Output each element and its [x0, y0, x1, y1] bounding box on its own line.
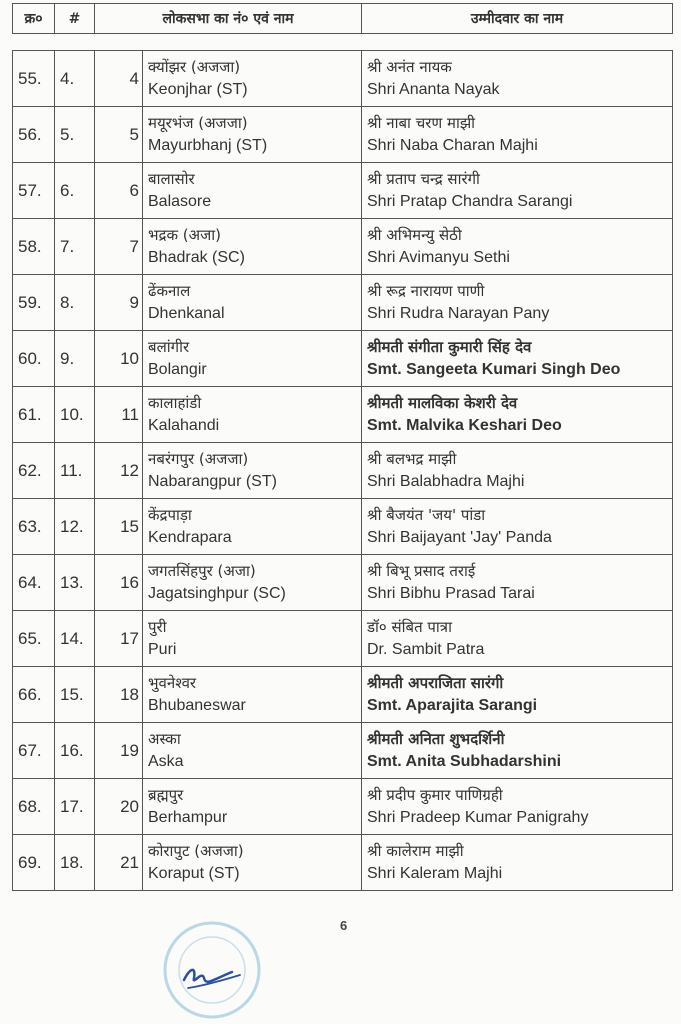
constituency-name-hindi: अस्का: [148, 730, 181, 748]
candidate-name-hindi: श्री बैजयंत 'जय' पांडा: [367, 506, 486, 524]
constituency-number-cell: [95, 107, 143, 163]
index-number: 8.: [60, 292, 75, 312]
index-cell: [55, 331, 95, 387]
constituency-number: 16: [120, 572, 139, 592]
index-number: 5.: [60, 124, 75, 144]
candidate-cell: [362, 499, 673, 555]
candidate-cell: [362, 331, 673, 387]
constituency-number: 12: [120, 460, 139, 480]
constituency-name-english: Aska: [148, 753, 184, 770]
candidate-cell: [362, 107, 673, 163]
constituency-name-hindi: मयूरभंज (अजजा): [148, 114, 248, 132]
constituency-cell: [143, 779, 362, 835]
constituency-name-english: Mayurbhanj (ST): [148, 137, 268, 154]
index-number: 6.: [60, 180, 75, 200]
header-table: [12, 3, 673, 34]
candidate-cell: [362, 275, 673, 331]
constituency-name-english: Balasore: [148, 193, 212, 210]
index-number: 17.: [60, 796, 84, 816]
signature-flourish: [188, 975, 240, 988]
constituency-number: 11: [121, 404, 139, 424]
constituency-name-hindi: क्योंझर (अजजा): [148, 58, 241, 76]
serial-cell: [13, 667, 55, 723]
party-seal-signature: [162, 920, 262, 1020]
constituency-cell: [143, 723, 362, 779]
serial-cell: [13, 723, 55, 779]
constituency-name-english: Jagatsinghpur (SC): [148, 585, 286, 602]
constituency-name-hindi: ब्रह्मपुर: [148, 786, 184, 804]
index-number: 11.: [60, 460, 83, 480]
candidate-name-english: Shri Avimanyu Sethi: [367, 249, 510, 266]
constituency-name-english: Bhubaneswar: [148, 697, 246, 714]
serial-cell: [13, 499, 55, 555]
serial-number: 55.: [18, 68, 42, 88]
constituency-name-hindi: कोरापुट (अजजा): [148, 842, 244, 860]
constituency-name-hindi: कालाहांडी: [148, 394, 202, 412]
constituency-number-cell: [95, 499, 143, 555]
index-cell: [55, 499, 95, 555]
header-candidate: उम्मीदवार का नाम: [362, 4, 673, 34]
constituency-number-cell: [95, 835, 143, 891]
serial-cell: [13, 611, 55, 667]
candidate-name-english: Smt. Sangeeta Kumari Singh Deo: [367, 361, 621, 378]
constituency-number: 7: [129, 236, 139, 256]
header-constituency: लोकसभा का नं० एवं नाम: [95, 4, 362, 34]
constituency-number-cell: [95, 779, 143, 835]
constituency-name-hindi: पुरी: [148, 618, 167, 636]
constituency-cell: [143, 499, 362, 555]
candidate-name-english: Shri Balabhadra Majhi: [367, 473, 525, 490]
index-cell: [55, 779, 95, 835]
index-cell: [55, 555, 95, 611]
index-number: 15.: [60, 684, 84, 704]
index-number: 7.: [60, 236, 75, 256]
serial-cell: [13, 555, 55, 611]
constituency-number-cell: [95, 443, 143, 499]
constituency-name-english: Dhenkanal: [148, 305, 225, 322]
constituency-cell: [143, 331, 362, 387]
seal-inner-ring: [179, 937, 245, 1003]
index-number: 10.: [60, 404, 84, 424]
constituency-name-english: Berhampur: [148, 809, 228, 826]
candidate-name-hindi: श्री अभिमन्यु सेठी: [367, 226, 462, 244]
candidate-cell: [362, 555, 673, 611]
constituency-number: 17: [120, 628, 139, 648]
table-row: [13, 331, 673, 387]
constituency-cell: [143, 611, 362, 667]
candidate-name-english: Shri Rudra Narayan Pany: [367, 305, 550, 322]
index-number: 9.: [60, 348, 75, 368]
candidate-name-hindi: श्री अनंत नायक: [367, 58, 452, 76]
constituency-number-cell: [95, 555, 143, 611]
table-row: [13, 443, 673, 499]
index-cell: [55, 275, 95, 331]
serial-number: 68.: [18, 796, 42, 816]
constituency-number-cell: [95, 667, 143, 723]
constituency-number-cell: [95, 51, 143, 107]
candidate-name-english: Shri Kaleram Majhi: [367, 865, 503, 882]
candidate-name-hindi: श्रीमती मालविका केशरी देव: [367, 394, 518, 412]
constituency-name-english: Nabarangpur (ST): [148, 473, 277, 490]
serial-number: 62.: [18, 460, 42, 480]
serial-number: 57.: [18, 180, 42, 200]
constituency-number: 10: [120, 348, 139, 368]
index-cell: [55, 723, 95, 779]
serial-number: 61.: [18, 404, 42, 424]
page-number: 6: [340, 918, 348, 933]
candidate-cell: [362, 723, 673, 779]
constituency-number-cell: [95, 723, 143, 779]
table-row: [13, 219, 673, 275]
candidate-cell: [362, 163, 673, 219]
table-row: [13, 835, 673, 891]
index-cell: [55, 611, 95, 667]
constituency-number: 18: [120, 684, 139, 704]
candidate-name-hindi: श्रीमती संगीता कुमारी सिंह देव: [367, 338, 532, 356]
candidate-name-english: Shri Bibhu Prasad Tarai: [367, 585, 535, 602]
index-cell: [55, 219, 95, 275]
constituency-number: 9: [129, 292, 139, 312]
table-row: [13, 555, 673, 611]
serial-cell: [13, 219, 55, 275]
candidate-name-hindi: श्रीमती अनिता शुभदर्शिनी: [367, 730, 505, 748]
candidate-name-hindi: श्री नाबा चरण माझी: [367, 114, 476, 132]
serial-cell: [13, 163, 55, 219]
index-number: 13.: [60, 572, 84, 592]
constituency-number: 6: [129, 180, 139, 200]
constituency-name-english: Bhadrak (SC): [148, 249, 245, 266]
constituency-cell: [143, 555, 362, 611]
constituency-number: 15: [120, 516, 139, 536]
constituency-name-english: Kalahandi: [148, 417, 220, 434]
constituency-number-cell: [95, 275, 143, 331]
constituency-name-english: Puri: [148, 641, 177, 658]
table-row: [13, 611, 673, 667]
serial-number: 65.: [18, 628, 42, 648]
index-cell: [55, 107, 95, 163]
candidate-cell: [362, 835, 673, 891]
constituency-name-hindi: जगतसिंहपुर (अजा): [148, 562, 256, 580]
constituency-number-cell: [95, 331, 143, 387]
serial-number: 66.: [18, 684, 42, 704]
header-row: [13, 4, 673, 34]
constituency-name-english: Keonjhar (ST): [148, 81, 248, 98]
constituency-number: 19: [120, 740, 139, 760]
index-number: 14.: [60, 628, 84, 648]
candidate-name-hindi: श्री कालेराम माझी: [367, 842, 464, 860]
constituency-name-hindi: ढेंकनाल: [148, 282, 191, 300]
serial-number: 69.: [18, 852, 42, 872]
candidate-name-english: Smt. Malvika Keshari Deo: [367, 417, 562, 434]
index-number: 16.: [60, 740, 84, 760]
candidate-name-english: Shri Naba Charan Majhi: [367, 137, 538, 154]
serial-number: 58.: [18, 236, 42, 256]
candidate-name-hindi: श्री बिभू प्रसाद तराई: [367, 562, 476, 580]
candidate-name-english: Shri Ananta Nayak: [367, 81, 500, 98]
serial-cell: [13, 331, 55, 387]
index-number: 18.: [60, 852, 84, 872]
candidate-name-english: Dr. Sambit Patra: [367, 641, 485, 658]
table-row: [13, 779, 673, 835]
table-row: [13, 499, 673, 555]
index-number: 12.: [60, 516, 84, 536]
table-row: [13, 723, 673, 779]
table-row: [13, 667, 673, 723]
constituency-cell: [143, 667, 362, 723]
candidate-name-english: Shri Baijayant 'Jay' Panda: [367, 529, 552, 546]
index-cell: [55, 835, 95, 891]
constituency-number-cell: [95, 163, 143, 219]
table-row: [13, 163, 673, 219]
candidate-cell: [362, 387, 673, 443]
header-hash: #: [55, 4, 95, 34]
serial-number: 60.: [18, 348, 42, 368]
index-cell: [55, 163, 95, 219]
constituency-cell: [143, 107, 362, 163]
candidate-name-english: Shri Pradeep Kumar Panigrahy: [367, 809, 589, 826]
candidate-cell: [362, 779, 673, 835]
constituency-name-english: Bolangir: [148, 361, 207, 378]
serial-cell: [13, 275, 55, 331]
candidate-name-hindi: श्री प्रताप चन्द्र सारंगी: [367, 170, 480, 188]
serial-number: 64.: [18, 572, 42, 592]
constituency-number-cell: [95, 219, 143, 275]
candidate-name-hindi: श्री बलभद्र माझी: [367, 450, 457, 468]
constituency-cell: [143, 51, 362, 107]
constituency-name-hindi: नबरंगपुर (अजजा): [148, 450, 249, 468]
serial-cell: [13, 779, 55, 835]
constituency-name-english: Kendrapara: [148, 529, 232, 546]
constituency-number-cell: [95, 387, 143, 443]
constituency-number: 4: [129, 68, 139, 88]
header-serial: क्र०: [13, 4, 55, 34]
serial-cell: [13, 107, 55, 163]
constituency-cell: [143, 219, 362, 275]
constituency-cell: [143, 275, 362, 331]
table-row: [13, 107, 673, 163]
constituency-name-hindi: बालासोर: [148, 170, 195, 188]
serial-cell: [13, 51, 55, 107]
constituency-number: 5: [129, 124, 139, 144]
constituency-cell: [143, 835, 362, 891]
serial-number: 63.: [18, 516, 42, 536]
candidate-cell: [362, 667, 673, 723]
constituency-number-cell: [95, 611, 143, 667]
serial-cell: [13, 387, 55, 443]
candidate-cell: [362, 611, 673, 667]
candidate-name-english: Smt. Aparajita Sarangi: [367, 697, 538, 714]
table-row: [13, 275, 673, 331]
candidate-cell: [362, 219, 673, 275]
candidate-name-hindi: श्री प्रदीप कुमार पाणिग्रही: [367, 786, 503, 804]
index-cell: [55, 51, 95, 107]
index-number: 4.: [60, 68, 75, 88]
constituency-cell: [143, 387, 362, 443]
serial-cell: [13, 443, 55, 499]
constituency-number: 20: [120, 796, 139, 816]
candidate-table: [12, 50, 673, 891]
candidate-name-english: Shri Pratap Chandra Sarangi: [367, 193, 573, 210]
candidate-name-hindi: श्रीमती अपराजिता सारंगी: [367, 674, 504, 692]
candidate-cell: [362, 51, 673, 107]
serial-number: 67.: [18, 740, 42, 760]
index-cell: [55, 387, 95, 443]
table-row: [13, 51, 673, 107]
index-cell: [55, 443, 95, 499]
constituency-name-hindi: भद्रक (अजा): [148, 226, 221, 244]
constituency-number: 21: [120, 852, 139, 872]
constituency-cell: [143, 163, 362, 219]
constituency-cell: [143, 443, 362, 499]
serial-number: 59.: [18, 292, 42, 312]
constituency-name-english: Koraput (ST): [148, 865, 240, 882]
constituency-name-hindi: भुवनेश्वर: [148, 674, 197, 692]
candidate-cell: [362, 443, 673, 499]
candidate-name-hindi: श्री रूद्र नारायण पाणी: [367, 282, 485, 300]
index-cell: [55, 667, 95, 723]
candidate-name-english: Smt. Anita Subhadarshini: [367, 753, 562, 770]
candidate-name-hindi: डॉ० संबित पात्रा: [367, 618, 452, 636]
serial-cell: [13, 835, 55, 891]
constituency-name-hindi: केंद्रपाड़ा: [148, 506, 192, 524]
table-row: [13, 387, 673, 443]
constituency-name-hindi: बलांगीर: [148, 338, 190, 356]
serial-number: 56.: [18, 124, 42, 144]
